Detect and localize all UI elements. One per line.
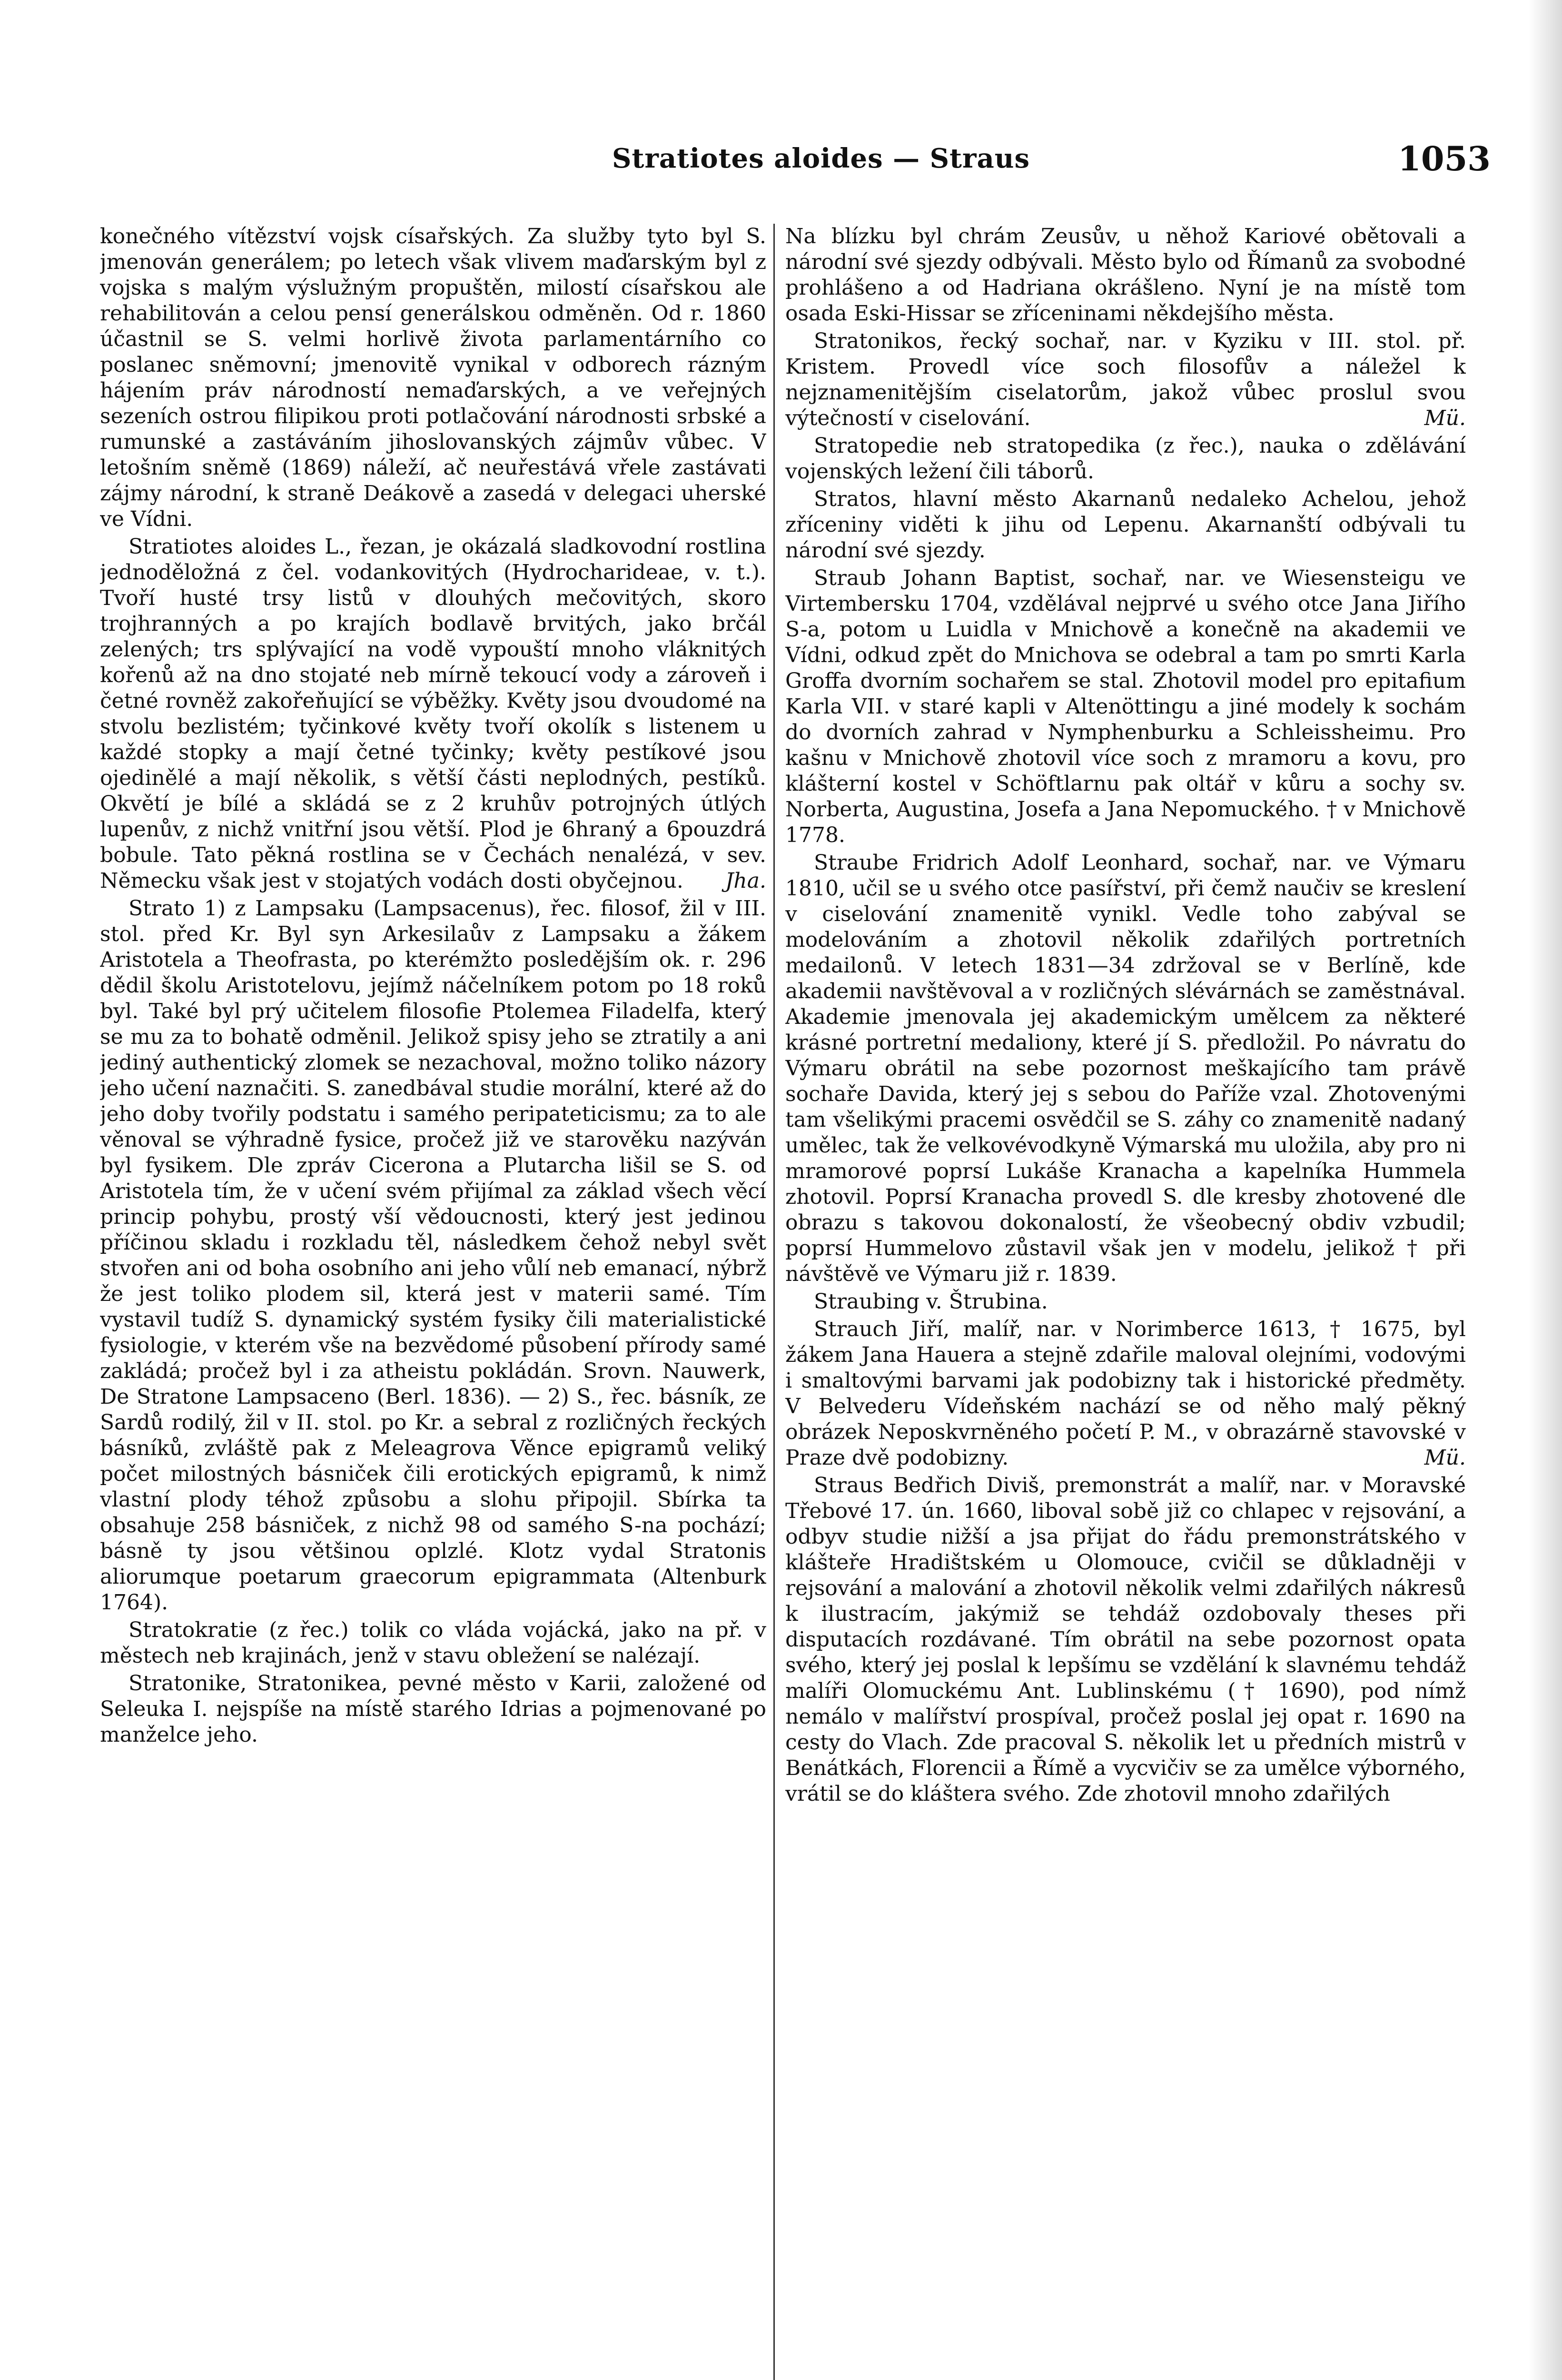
page-header <box>0 0 1562 181</box>
page-number: 1053 <box>1398 139 1491 178</box>
left-column <box>100 224 766 2380</box>
running-head: Stratiotes aloides — Straus <box>612 143 1030 174</box>
page-edge-shadow <box>1529 0 1562 2380</box>
article-strato: Strato 1) z Lampsaku (Lampsacenus), řec. filosof, žil v III. stol. před Kr. Byl syn Arkesilaův z Lampsaku a žákem Aristotela a Theofrasta, po kterémžto posledějším ok. r. 296 dědil školu Aristotelovu, jejímž náčelníkem potom po 18 roků byl. Také byl prý učitelem filosofie Ptolemea Filadelfa, který se mu za to bohatě odměnil. Jelikož spisy jeho se ztratily a ani jediný authentický zlomek se nezachoval, možno toliko názory jeho učení naznačiti. S. zanedbával studie morální, které až do jeho doby tvořily podstatu i samého peripateticismu; za to ale věnoval se výhradně fysice, pročež již ve starověku nazýván byl fysikem. Dle zpráv Cicerona a Plutarcha lišil se S. od Aristotela tím, že v učení svém přijímal za základ všech věcí princip pohybu, prostý vší vědoucnosti, který jest jedinou příčinou skladu i rozkladu těl, následkem čehož nebyl svět stvořen ani od boha osobního ani jeho vůlí neb emanací, nýbrž že jest toliko plodem sil, která jest v materii samé. Tím vystavil tudíž S. dynamický systém fysiky čili materialistické fysiologie, v kterém vše na bezvědomé působení přírody samé zakládá; pročež byl i za atheistu pokládán. Srovn. Nauwerk, De Stratone Lampsaceno (Berl. 1836). — 2) S., řec. básník, ze Sardů rodilý, žil v II. stol. po Kr. a sebral z rozličných řeckých básníků, zvláště pak z Meleagrova Věnce epigramů veliký počet milostných básniček čili erotických epigramů, k nimž vlastní plody téhož způsobu a slohu připojil. Sbírka ta obsahuje 258 básniček, z nichž 98 od samého S-na pochází; básně ty jsou většinou oplzlé. Klotz vydal Stratonis aliorumque poetarum graecorum epigrammata (Altenburk 1764). <box>100 896 766 1615</box>
article-straubing: Straubing v. Štrubina. <box>814 1289 1048 1314</box>
article-straus: Straus Bedřich Diviš, premonstrát a malíř, nar. v Moravské Třebové 17. ún. 1660, liboval sobě již co chlapec v rejsování, a odbyv studie nižší a jsa přijat do řádu premonstrátského v klášteře Hradištském u Olomouce, cvičil se důkladněji v rejsování a malování a zhotovil několik velmi zdařilých nákresů k ilustracím, jakýmiž se tehdáž ozdobovaly theses při disputacích rozdávané. Tím obrátil na sebe pozornost opata svého, který jej poslal k lepšímu se vzdělání k slavnému tehdáž malíři Olomuckému Ant. Lublinskému († 1690), pod nímž nemálo v malířství prospíval, pročež poslal jej opat r. 1690 na cesty do Vlach. Zde pracoval S. několik let u předních mistrů v Benátkách, Florencii a Římě a vycvičiv se za umělce výborného, vrátil se do kláštera svého. Zde zhotovil mnoho zdařilých <box>785 1473 1466 1806</box>
article-stratiotes <box>100 534 766 894</box>
article-text: Strauch Jiří, malíř, nar. v Norimberce 1613, † 1675, byl žákem Jana Hauera a stejně zdařile maloval olejními, vodovými i smaltovými barvami jak podobizny tak i historické předměty. V Belvederu Vídeňském nachází se od něho malý pěkný obrázek Neposkvrněného početí P. M., v obrazárně stavovské v Praze dvě podobizny. <box>785 1317 1466 1470</box>
author-signature: Jha. <box>725 869 766 893</box>
article-stratokratie: Stratokratie (z řec.) tolik co vláda vojácká, jako na př. v městech neb krajinách, jenž v stavu obležení se nalézají. <box>100 1618 766 1668</box>
article-stratonike: Stratonike, Stratonikea, pevné město v Karii, založené od Seleuka I. nejspíše na místě starého Idrias a pojmenované po manželce jeho. <box>100 1671 766 1747</box>
article-text: Stratiotes aloides L., řezan, je okázalá sladkovodní rostlina jednoděložná z čel. vodankovitých (Hydrocharideae, v. t.). Tvoří husté trsy listů v dlouhých mečovitých, skoro trojhranných a po krajích bodlavě brvitých, jako brčál zelených; trs splývající na vodě vypouští mnoho vláknitých kořenů až na dno stojaté neb mírně tekoucí vody a zároveň i četné rovněž zakořeňující se výběžky. Květy jsou dvoudomé na stvolu bezlistém; tyčinkové květy tvoří okolík s listenem u každé stopky a mají četné tyčinky; květy pestíkové jsou ojedinělé a mají několik, s větší části neplodných, pestíků. Okvětí je bílé a skládá se z 2 kruhův potrojných útlých lupenův, z nichž vnitřní jsou větší. Plod je 6hraný a 6pouzdrá bobule. Tato pěkná rostlina se v Čechách nenalézá, v sev. Německu však jest v stojatých vodách dosti obyčejnou. <box>100 535 766 893</box>
article-straub: Straub Johann Baptist, sochař, nar. ve Wiesensteigu ve Virtembersku 1704, vzdělával nejprvé u svého otce Jana Jiřího S-a, potom u Luidla v Mnichově a konečně na akademii ve Vídni, odkud zpět do Mnichova se odebral a tam po smrti Karla Groffa dvorním sochařem se stal. Zhotovil model pro epitafium Karla VII. v staré kapli v Altenöttingu a jiné modely k sochám do dvorních zahrad v Nymphenburku a Schleissheimu. Pro kašnu v Mnichově zhotovil více soch z mramoru a kovu, pro klášterní kostel v Schöftlarnu pak oltář v kůru a sochy sv. Norberta, Augustina, Josefa a Jana Nepomuckého. † v Mnichově 1778. <box>785 566 1466 847</box>
article-straube: Straube Fridrich Adolf Leonhard, sochař, nar. ve Výmaru 1810, učil se u svého otce pasířství, při čemž naučiv se kreslení v ciselování znamenitě vynikl. Vedle toho zabýval se modelováním a zhotovil několik zdařilých portretních medailonů. V letech 1831—34 zdržoval se v Berlíně, kde akademii navštěvoval a v rozličných slévárnách se zaměstnával. Akademie jmenovala jej akademickým umělcem za některé krásné portretní medaliony, které jí S. předložil. Po návratu do Výmaru obrátil na sebe pozornost meškajícího tam právě sochaře Davida, který jej s sebou do Paříže vzal. Zhotovenými tam všelikými pracemi osvědčil se S. záhy co znamenitě nadaný umělec, tak že velkovévodkyně Výmarská mu uložila, aby pro ni mramorové poprsí Lukáše Kranacha a kapelníka Hummela zhotovil. Poprsí Kranacha provedl S. dle kresby zhotovené dle obrazu s takovou dokonalostí, že všeobecný obdiv vzbudil; poprsí Hummelovo zůstavil však jen v modelu, jelikož † při návštěvě ve Výmaru již r. 1839. <box>785 851 1466 1286</box>
article-stratos: Stratos, hlavní město Akarnanů nedaleko Achelou, jehož zříceniny viděti k jihu od Lepenu. Akarnanští odbývali tu národní své sjezdy. <box>785 487 1466 563</box>
article-text: Stratonikos, řecký sochař, nar. v Kyziku v III. stol. př. Kristem. Provedl více soch filosofův a náležel k nejznamenitějším ciselatorům, jakož vůbec proslul svou výtečností v ciselování. <box>785 329 1466 430</box>
author-signature: Mü. <box>1424 1446 1466 1470</box>
article-stratopedie: Stratopedie neb stratopedika (z řec.), nauka o zdělávání vojenských ležení čili táborů. <box>785 434 1466 484</box>
column-divider <box>773 224 775 2380</box>
article-strauch <box>785 1317 1466 1471</box>
article-paragraph: konečného vítězství vojsk císařských. Za služby tyto byl S. jmenován generálem; po letech však vlivem maďarským byl z vojska s malým výslužným propuštěn, milostí císařskou ale rehabilitován a celou pensí generálskou odměněn. Od r. 1860 účastnil se S. velmi horlivě života parlamentárního co poslanec sněmovní; jmenovitě vynikal v odborech rázným hájením práv národností nemaďarských, a ve veřejných sezeních ostrou filipikou proti potlačování národnosti srbské a rumunské a zastáváním jihoslovanských zájmův vůbec. V letošním sněmě (1869) náleží, ač neuřestává vřele zastávati zájmy národní, k straně Deákově a zasedá v delegaci uherské ve Vídni. <box>100 224 766 531</box>
author-signature: Mü. <box>1424 406 1466 430</box>
article-stratonikos <box>785 328 1466 431</box>
article-paragraph: Na blízku byl chrám Zeusův, u něhož Kariové obětovali a národní své sjezdy odbývali. Město bylo od Římanů za svobodné prohlášeno a od Hadriana okrášleno. Nyní je na místě tom osada Eski-Hissar se zříceninami někdejšího města. <box>785 224 1466 326</box>
right-column <box>785 224 1466 2380</box>
